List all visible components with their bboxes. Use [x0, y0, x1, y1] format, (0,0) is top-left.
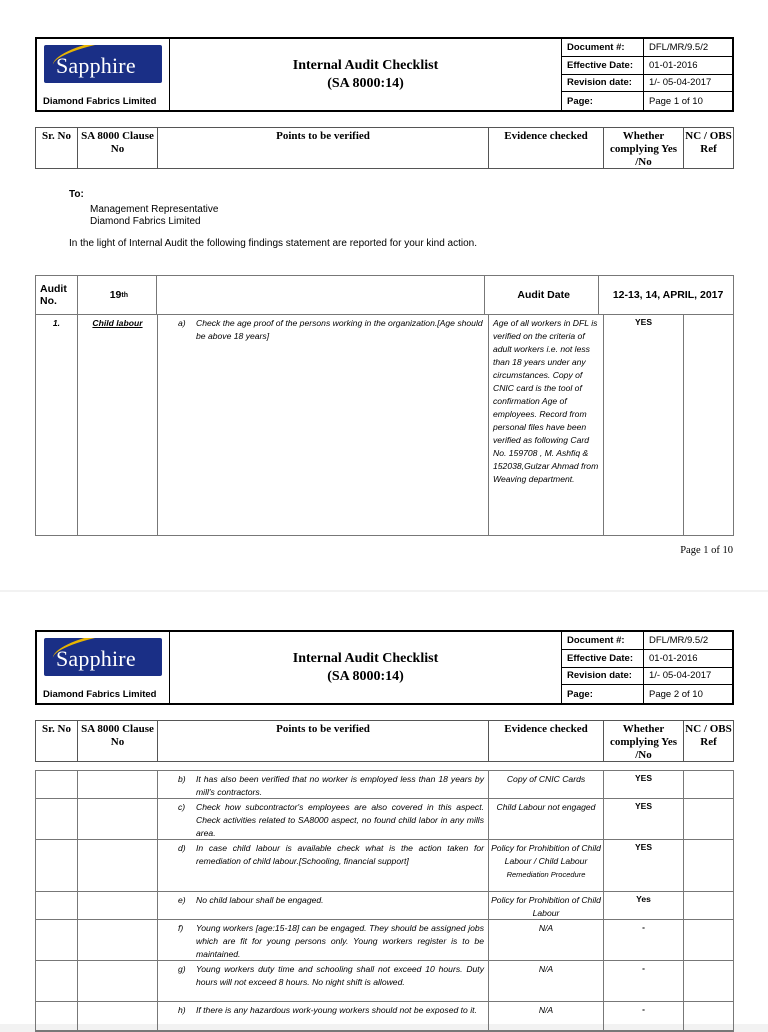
evidence-text: Age of all workers in DFL is verified on the criteria of adult workers i.e. not less than 18 years under any circumstances. Copy of CNIC card is the tool of confirmation Age of employees. Record from personal files have been verified as following Card No. 159708 , M. Ashfiq & 152038,Gulzar Ahmad from Weaving department.	[489, 315, 604, 535]
title-line-2: (SA 8000:14)	[327, 75, 404, 91]
logo-cell	[37, 39, 170, 110]
point-to-verify: e) No child labour shall be engaged.	[158, 892, 489, 919]
title-line-2: (SA 8000:14)	[327, 668, 404, 684]
complying-value: YES	[604, 771, 684, 798]
table-row	[36, 1002, 733, 1031]
column-header-row	[35, 720, 734, 762]
addressee-block	[69, 189, 218, 228]
title-line-1: Internal Audit Checklist	[292, 57, 439, 73]
document-header	[35, 37, 734, 112]
column-header-row	[35, 127, 734, 169]
to-label: To:	[69, 189, 84, 200]
col-nc-ref: NC / OBS Ref	[685, 723, 732, 748]
table-row	[36, 961, 733, 1002]
logo-cell	[37, 632, 170, 703]
point-to-verify: h) If there is any hazardous work-young workers should not be exposed to it.	[158, 1002, 489, 1030]
sapphire-logo	[44, 638, 162, 676]
col-complying: Whether complying Yes /No	[604, 128, 684, 168]
table-row	[36, 840, 733, 892]
row-number: 1.	[36, 315, 78, 535]
complying-value: -	[604, 961, 684, 1001]
document-meta	[562, 39, 732, 110]
company-name: Diamond Fabrics Limited	[43, 96, 157, 107]
nc-ref-value	[684, 771, 733, 798]
page-value: Page 1 of 10	[649, 95, 703, 107]
page-label: Page:	[562, 92, 644, 110]
col-points: Points to be verified	[158, 721, 489, 761]
document-header	[35, 630, 734, 705]
evidence-text: N/A	[489, 1002, 604, 1030]
col-sr-no: Sr. No	[36, 128, 78, 168]
col-evidence: Evidence checked	[489, 721, 604, 761]
evidence-text: Child Labour not engaged	[489, 799, 604, 839]
table-row	[36, 892, 733, 920]
sapphire-logo	[44, 45, 162, 83]
page-value: Page 2 of 10	[649, 688, 703, 700]
company-name: Diamond Fabrics Limited	[43, 689, 157, 700]
audit-header-row	[36, 276, 733, 315]
audit-no-value: 19 th	[78, 276, 157, 314]
intro-statement: In the light of Internal Audit the following findings statement are reported for your kind action.	[69, 238, 478, 249]
doc-number-value: DFL/MR/9.5/2	[644, 632, 732, 650]
page-footer: Page 1 of 10	[680, 545, 733, 556]
revision-date-label: Revision date:	[562, 75, 644, 93]
revision-date-label: Revision date:	[562, 668, 644, 686]
effective-date-value: 01-01-2016	[644, 650, 732, 668]
document-title	[170, 39, 562, 110]
col-nc-ref: NC / OBS Ref	[685, 130, 732, 155]
document-meta	[562, 632, 732, 703]
audit-date-label: Audit Date	[485, 276, 599, 314]
effective-date-label: Effective Date:	[562, 57, 644, 75]
table-row	[36, 920, 733, 961]
complying-value: Yes	[604, 892, 684, 919]
complying-value: YES	[604, 840, 684, 891]
point-to-verify: c) Check how subcontractor's employees are also covered in this aspect. Check activities related to SA8000 aspect, no found child labor in any mills area.	[158, 799, 489, 839]
addressee-line-1: Management Representative	[90, 204, 219, 215]
audit-date-value: 12-13, 14, APRIL, 2017	[612, 289, 724, 301]
nc-ref-value	[684, 1002, 733, 1030]
point-to-verify: g) Young workers duty time and schooling shall not exceed 10 hours. Duty hours will not exceed 8 hours. No night shift is allowed.	[158, 961, 489, 1001]
nc-ref-value	[684, 892, 733, 919]
doc-number-label: Document #:	[562, 632, 644, 650]
audit-spacer	[157, 276, 485, 314]
doc-number-label: Document #:	[562, 39, 644, 57]
nc-ref-value	[684, 961, 733, 1001]
revision-date-value: 1/- 05-04-2017	[644, 75, 732, 93]
evidence-text: Policy for Prohibition of Child Labour	[489, 892, 604, 919]
document-page-2	[0, 592, 768, 1024]
col-sr-no: Sr. No	[36, 721, 78, 761]
complying-value: -	[604, 1002, 684, 1030]
logo-text: Sapphire	[56, 646, 136, 671]
col-clause: SA 8000 Clause No	[78, 128, 158, 168]
evidence-text: Policy for Prohibition of Child Labour / Child Labour Remediation Procedure	[489, 840, 604, 891]
doc-number-value: DFL/MR/9.5/2	[644, 39, 732, 57]
title-line-1: Internal Audit Checklist	[292, 650, 439, 666]
table-row	[36, 799, 733, 840]
audit-continuation-table	[35, 770, 734, 1032]
point-to-verify: b) It has also been verified that no worker is employed less than 18 years by mill's contractors.	[158, 771, 489, 798]
complying-value: YES	[604, 799, 684, 839]
col-clause: SA 8000 Clause No	[78, 721, 158, 761]
audit-no-label: Audit No.	[36, 276, 78, 314]
effective-date-value: 01-01-2016	[644, 57, 732, 75]
point-to-verify: f) Young workers [age:15-18] can be engaged. They should be assigned jobs which are fit for young persons only. Young workers register is to be maintained.	[158, 920, 489, 960]
col-points: Points to be verified	[158, 128, 489, 168]
complying-value: YES	[604, 315, 684, 535]
point-to-verify: a) Check the age proof of the persons working in the organization.[Age should be above 18 years]	[158, 315, 489, 535]
nc-ref-value	[684, 799, 733, 839]
nc-ref-value	[684, 315, 733, 535]
revision-date-value: 1/- 05-04-2017	[644, 668, 732, 686]
effective-date-label: Effective Date:	[562, 650, 644, 668]
evidence-text: N/A	[489, 920, 604, 960]
audit-table	[35, 275, 734, 536]
nc-ref-value	[684, 840, 733, 891]
evidence-text: Copy of CNIC Cards	[489, 771, 604, 798]
complying-value: -	[604, 920, 684, 960]
nc-ref-value	[684, 920, 733, 960]
page-label: Page:	[562, 685, 644, 703]
evidence-text: N/A	[489, 961, 604, 1001]
audit-row-1	[36, 315, 733, 535]
col-evidence: Evidence checked	[489, 128, 604, 168]
document-title	[170, 632, 562, 703]
table-row	[36, 771, 733, 799]
clause-name: Child labour	[78, 315, 158, 535]
col-complying: Whether complying Yes /No	[604, 721, 684, 761]
addressee-line-2: Diamond Fabrics Limited	[90, 216, 201, 227]
point-to-verify: d) In case child labour is available check what is the action taken for remediation of child labour.[Schooling, financial support]	[158, 840, 489, 891]
logo-text: Sapphire	[56, 53, 136, 78]
